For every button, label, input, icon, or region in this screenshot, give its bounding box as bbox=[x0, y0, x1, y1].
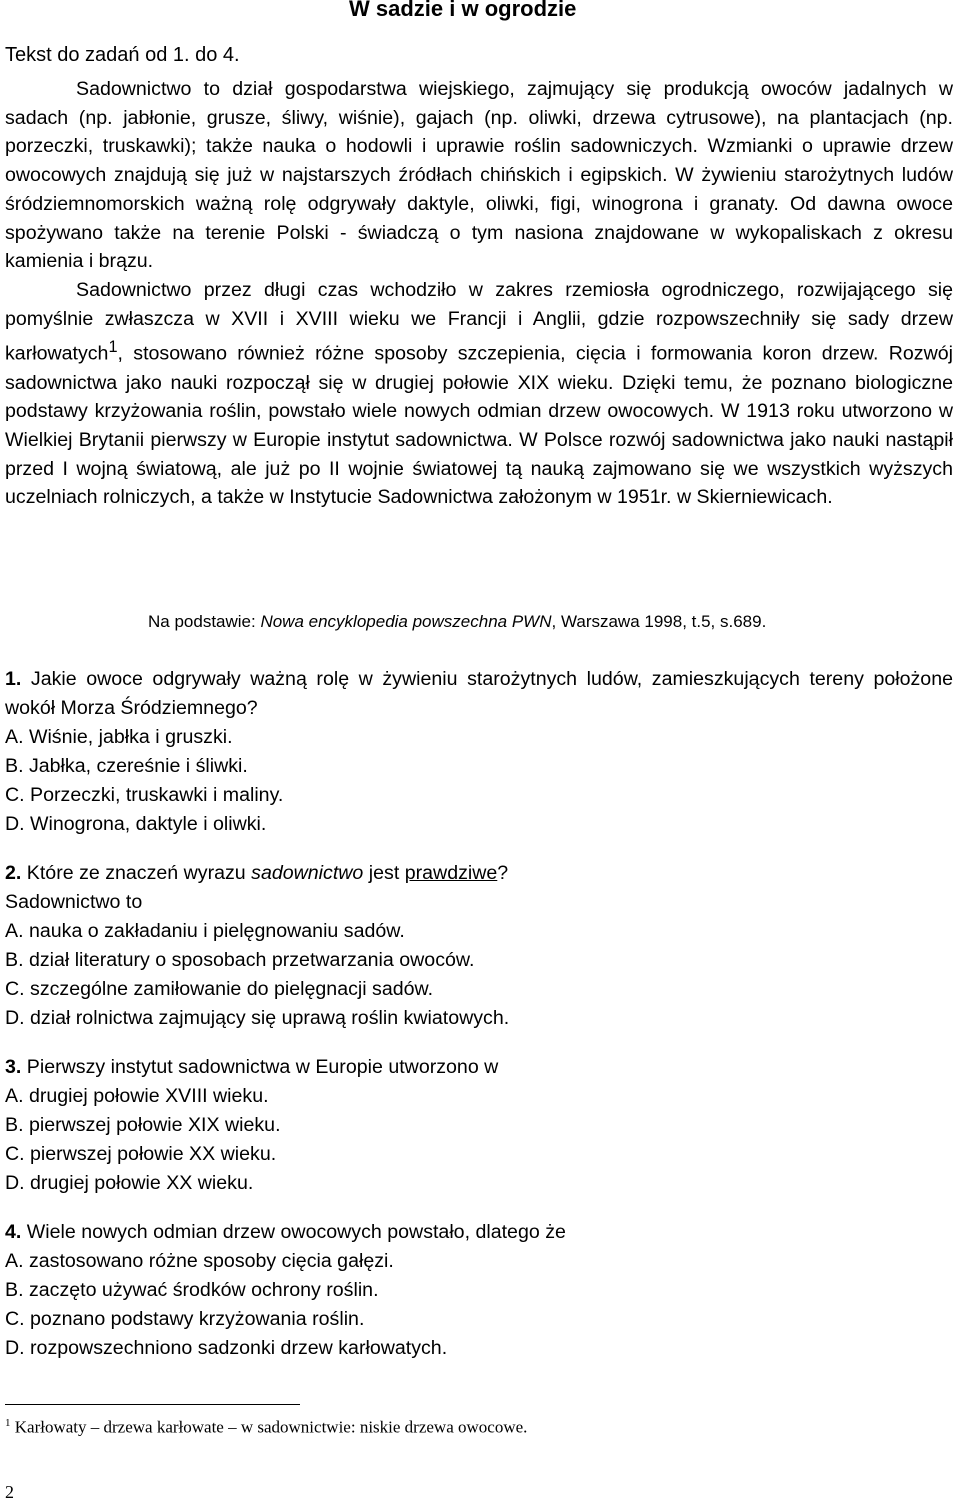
reading-passage bbox=[5, 75, 953, 512]
source-citation bbox=[148, 612, 766, 632]
question-number: 3. bbox=[5, 1056, 22, 1078]
task-label: Tekst do zadań od 1. do 4. bbox=[5, 44, 240, 66]
footnote bbox=[5, 1417, 527, 1438]
answer-option-c: C. pierwszej połowie XX wieku. bbox=[5, 1143, 277, 1165]
footnote-divider bbox=[5, 1404, 300, 1405]
answer-option-d: D. dział rolnictwa zajmujący się uprawą roślin kwiatowych. bbox=[5, 1007, 510, 1029]
question-text-part: Które ze znaczeń wyrazu bbox=[21, 862, 252, 884]
answer-option-d: D. drugiej połowie XX wieku. bbox=[5, 1172, 254, 1194]
answer-option-b: B. zaczęto używać środków ochrony roślin. bbox=[5, 1279, 379, 1301]
answer-option-b: B. pierwszej połowie XIX wieku. bbox=[5, 1114, 281, 1136]
question-stem bbox=[5, 1218, 953, 1247]
question-number: 2. bbox=[5, 862, 22, 884]
question-intro: Sadownictwo to bbox=[5, 891, 143, 913]
passage-paragraph-2 bbox=[5, 276, 953, 512]
question-3 bbox=[5, 1053, 953, 1198]
answer-option-c: C. szczególne zamiłowanie do pielęgnacji sadów. bbox=[5, 978, 434, 1000]
answer-option-c: C. poznano podstawy krzyżowania roślin. bbox=[5, 1308, 365, 1330]
paragraph-2-text-before: Sadownictwo przez długi czas wchodziło w zakres rzemiosła ogrodniczego, rozwijającego się pomyślnie zwłaszcza w XVII i XVIII wieku we Francji i Anglii, gdzie rozpowszechniły się sady drzew karłowatych bbox=[5, 278, 953, 365]
question-stem bbox=[5, 859, 953, 888]
question-text: Pierwszy instytut sadownictwa w Europie utworzono w bbox=[21, 1056, 499, 1078]
answer-option-a: A. nauka o zakładaniu i pielęgnowaniu sadów. bbox=[5, 920, 405, 942]
question-number: 1. bbox=[5, 668, 22, 690]
question-text: Wiele nowych odmian drzew owocowych powstało, dlatego że bbox=[21, 1221, 566, 1243]
answer-option-c: C. Porzeczki, truskawki i maliny. bbox=[5, 784, 284, 806]
document-title: W sadzie i w ogrodzie bbox=[349, 0, 577, 21]
answer-option-d: D. rozpowszechniono sadzonki drzew karłowatych. bbox=[5, 1337, 448, 1359]
question-text-part: jest bbox=[363, 862, 405, 884]
questions-list bbox=[5, 665, 953, 1383]
question-1 bbox=[5, 665, 953, 839]
answer-option-b: B. dział literatury o sposobach przetwarzania owoców. bbox=[5, 949, 475, 971]
footnote-mark: 1 bbox=[5, 1417, 11, 1429]
page-number: 2 bbox=[5, 1482, 14, 1502]
footnote-text: Karłowaty – drzewa karłowate – w sadownictwie: niskie drzewa owocowe. bbox=[10, 1417, 528, 1437]
answer-option-a: A. Wiśnie, jabłka i gruszki. bbox=[5, 726, 233, 748]
answer-option-a: A. drugiej połowie XVIII wieku. bbox=[5, 1085, 269, 1107]
answer-option-d: D. Winogrona, daktyle i oliwki. bbox=[5, 813, 267, 835]
answer-option-a: A. zastosowano różne sposoby cięcia gałęzi. bbox=[5, 1250, 394, 1272]
question-2 bbox=[5, 859, 953, 1033]
question-stem bbox=[5, 665, 953, 723]
question-italic-word: sadownictwo bbox=[251, 862, 364, 884]
paragraph-2-text-after: , stosowano również różne sposoby szczepienia, cięcia i formowania koron drzew. Rozwój sadownictwa jako nauki rozpoczął się w drugiej połowie XIX wieku. Dzięki temu, że poznano biologiczne podstawy krzyżowania roślin, powstało wiele nowych odmian drzew owocowych. W 1913 roku utworzono w Wielkiej Brytanii pierwszy w Europie instytut sadownictwa. W Polsce rozwój sadownictwa jako nauki nastąpił przed I wojną światową, ale już po II wojnie światowej tą nauką zajmowano się we wszystkich wyższych uczelniach rolniczych, a także w Instytucie Sadownictwa założonym w 1951r. w Skierniewicach. bbox=[5, 342, 953, 509]
question-text: Jakie owoce odgrywały ważną rolę w żywieniu starożytnych ludów, zamieszkujących tereny położone wokół Morza Śródziemnego? bbox=[5, 668, 953, 719]
passage-paragraph-1: Sadownictwo to dział gospodarstwa wiejskiego, zajmujący się produkcją owoców jadalnych w sadach (np. jabłonie, grusze, śliwy, wiśnie), gajach (np. oliwki, drzewa cytrusowe), na plantacjach (np. porzeczki, truskawki); także nauka o hodowli i uprawie roślin sadowniczych. Wzmianki o uprawie drzew owocowych znajdują się już w najstarszych źródłach chińskich i egipskich. W żywieniu starożytnych ludów śródziemnomorskich ważną rolę odgrywały daktyle, oliwki, figi, winogrona i granaty. Od dawna owoce spożywano także na terenie Polski - świadczą o tym nasiona znajdowane w wykopaliskach z okresu kamienia i brązu. bbox=[5, 78, 953, 273]
source-title: Nowa encyklopedia powszechna PWN bbox=[260, 612, 552, 631]
question-number: 4. bbox=[5, 1221, 22, 1243]
footnote-reference: 1 bbox=[108, 338, 118, 357]
answer-option-b: B. Jabłka, czereśnie i śliwki. bbox=[5, 755, 248, 777]
source-suffix: , Warszawa 1998, t.5, s.689. bbox=[551, 612, 767, 631]
question-underlined-word: prawdziwe bbox=[404, 862, 498, 884]
question-stem bbox=[5, 1053, 953, 1082]
question-text-part: ? bbox=[497, 862, 509, 884]
question-4 bbox=[5, 1218, 953, 1363]
source-prefix: Na podstawie: bbox=[148, 612, 261, 631]
